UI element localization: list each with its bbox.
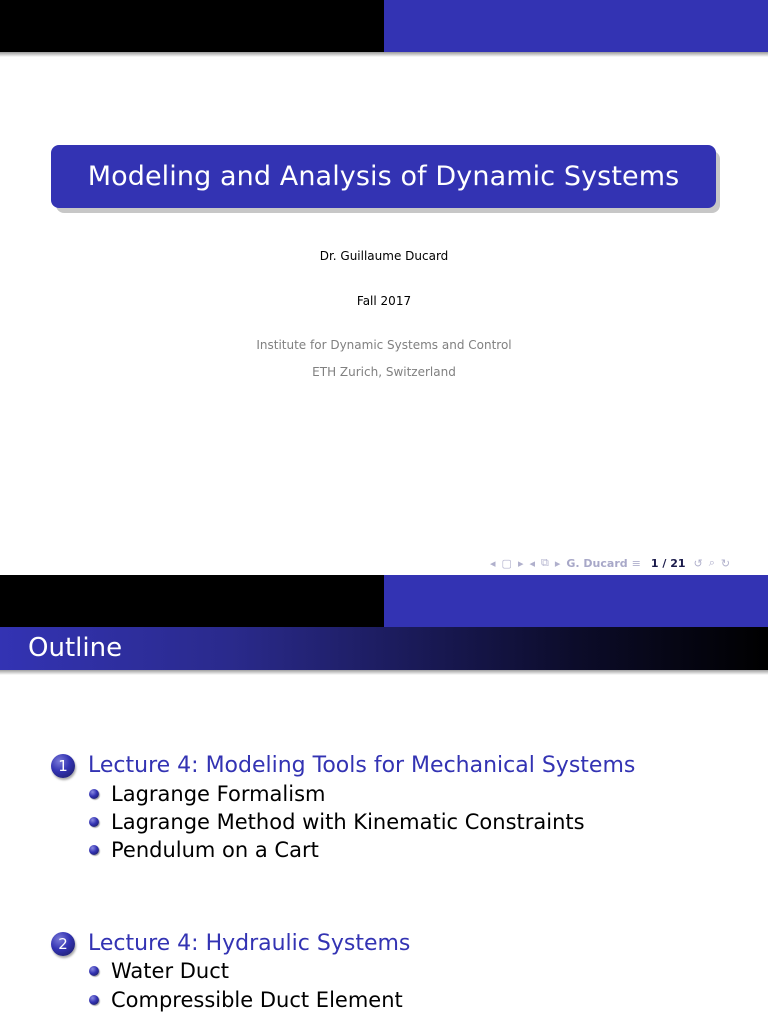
- bullet-icon: [89, 817, 99, 827]
- subitem-text[interactable]: Lagrange Formalism: [111, 782, 326, 806]
- bullet-icon: [89, 995, 99, 1005]
- nav-prev-icon[interactable]: ◂: [529, 556, 535, 570]
- outline-section-1[interactable]: [51, 753, 635, 778]
- bullet-icon: [89, 789, 99, 799]
- header-bar: [0, 575, 768, 627]
- nav-frame-icon[interactable]: ▢: [501, 556, 512, 570]
- page-counter: 1 / 21: [650, 556, 686, 570]
- header-bar: [0, 0, 768, 52]
- nav-subsection-icon[interactable]: ⧉: [541, 556, 549, 569]
- date: Fall 2017: [356, 294, 412, 308]
- section-number-ball: 1: [51, 754, 75, 778]
- institute-line-1: Institute for Dynamic Systems and Control: [256, 338, 512, 352]
- nav-author: G. Ducard: [566, 556, 628, 570]
- nav-forward-icon[interactable]: ↻: [720, 556, 731, 570]
- author: Dr. Guillaume Ducard: [319, 249, 449, 263]
- nav-next-icon[interactable]: ▸: [517, 556, 524, 570]
- nav-section-icon[interactable]: ≡: [631, 556, 641, 570]
- outline-subitem[interactable]: [89, 838, 319, 862]
- institute-line-2: ETH Zurich, Switzerland: [312, 365, 456, 379]
- section-title[interactable]: Lecture 4: Modeling Tools for Mechanical Systems: [88, 753, 636, 778]
- subitem-text[interactable]: Compressible Duct Element: [111, 988, 403, 1012]
- bullet-icon: [89, 966, 99, 976]
- nav-search-icon[interactable]: ⌕: [708, 556, 715, 569]
- subitem-text[interactable]: Water Duct: [111, 959, 230, 983]
- nav-prev-icon[interactable]: ◂: [490, 556, 496, 570]
- frame-title: Outline: [0, 627, 768, 670]
- outline-subitem[interactable]: [89, 782, 325, 806]
- section-number-ball: 2: [51, 932, 75, 956]
- outline-subitem[interactable]: [89, 810, 585, 834]
- bullet-icon: [89, 845, 99, 855]
- outline-subitem[interactable]: [89, 988, 403, 1012]
- header-bar-right: [384, 0, 768, 52]
- outline-section-2[interactable]: [51, 931, 410, 956]
- navigation-bar: [490, 555, 736, 571]
- nav-return-icon[interactable]: ↺: [693, 556, 703, 570]
- outline-slide: [0, 575, 768, 1024]
- nav-next-icon[interactable]: ▸: [554, 556, 561, 570]
- frame-title-shadow: [0, 670, 768, 675]
- outline-subitem[interactable]: [89, 959, 229, 983]
- presentation-title: Modeling and Analysis of Dynamic Systems: [51, 145, 716, 208]
- subitem-text[interactable]: Pendulum on a Cart: [111, 838, 319, 862]
- header-bar-left: [0, 0, 384, 52]
- header-bar-right: [384, 575, 768, 627]
- subitem-text[interactable]: Lagrange Method with Kinematic Constraints: [111, 810, 585, 834]
- header-shadow: [0, 52, 768, 57]
- section-title[interactable]: Lecture 4: Hydraulic Systems: [88, 931, 411, 956]
- header-bar-left: [0, 575, 384, 627]
